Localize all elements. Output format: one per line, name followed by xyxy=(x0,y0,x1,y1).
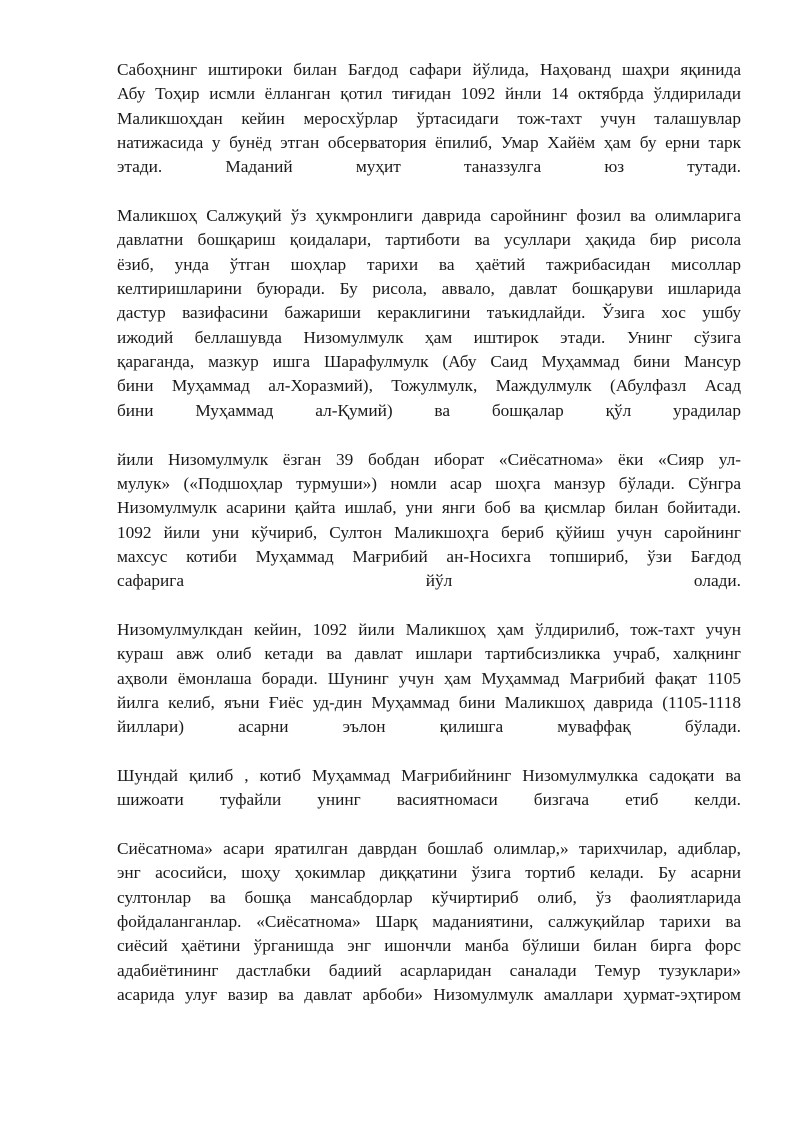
paragraph-6 xyxy=(117,837,741,1007)
text-line: Сабоҳнинг иштироки билан Бағдод сафари йўлида, Наҳованд шаҳри яқинида xyxy=(117,60,741,79)
paragraph-gap xyxy=(117,740,741,764)
text-line: бини Муҳаммад ал-Хоразмий), Тожулмулк, Маждулмулк (Абулфазл Асад xyxy=(117,376,741,396)
text-line: султонлар ва бошқа мансабдорлар кўчиртириб олиб, ўз фаолиятларида xyxy=(117,887,741,907)
text-line: Сиёсатнома» асари яратилган даврдан бошлаб олимлар,» тарихчилар, адиблар, xyxy=(117,839,741,858)
paragraph-3 xyxy=(117,448,741,594)
text-line: йилга келиб, яъни Ғиёс уд-дин Муҳаммад бини Маликшоҳ даврида (1105-1118 xyxy=(117,692,741,712)
text-line: махсус котиби Муҳаммад Мағрибий ан-Носихга топшириб, ўзи Бағдод xyxy=(117,546,741,566)
text-line: сиёсий ҳаётини ўрганишда энг ишончли манба бўлиши билан бирга форс xyxy=(117,936,741,956)
text-line: адабиётининг дастлабки бадиий асарларидан саналади Темур тузуклари» xyxy=(117,960,741,980)
paragraph-gap xyxy=(117,813,741,837)
text-line: кураш авж олиб кетади ва давлат ишлари тартибсизликка учраб, халқнинг xyxy=(117,644,741,664)
document-body xyxy=(117,58,741,1007)
text-line: ёзиб, унда ўтган шоҳлар тарихи ва ҳаётий тажрибасидан мисоллар xyxy=(117,254,741,274)
text-line: ижодий беллашувда Низомулмулк ҳам иштирок этади. Унинг сўзига xyxy=(117,327,741,347)
text-line: натижасида у бунёд этган обсерватория ёпилиб, Умар Хайём ҳам бу ерни тарк xyxy=(117,133,741,153)
text-line: мулук» («Подшоҳлар турмуши») номли асар шоҳга манзур бўлади. Сўнгра xyxy=(117,473,741,493)
paragraph-gap xyxy=(117,594,741,618)
text-line: йили Низомулмулк ёзган 39 бобдан иборат «Сиёсатнома» ёки «Сияр ул- xyxy=(117,449,741,469)
paragraph-2 xyxy=(117,204,741,423)
text-line: йиллари) асарни эълон қилишга муваффақ бўлади. xyxy=(117,717,741,737)
text-line: дастур вазифасини бажариши кераклигини таъкидлайди. Ўзига хос ушбу xyxy=(117,303,741,323)
text-line: давлатни бошқариш қоидалари, тартиботи ва усуллари ҳақида бир рисола xyxy=(117,230,741,250)
text-line: қараганда, мазкур ишга Шарафулмулк (Абу Саид Муҳаммад бини Мансур xyxy=(117,352,741,372)
text-line: Шундай қилиб , котиб Муҳаммад Мағрибийнинг Низомулмулкка садоқати ва xyxy=(117,765,741,785)
paragraph-5 xyxy=(117,764,741,813)
text-line: Маликшоҳ Салжуқий ўз ҳукмронлиги даврида саройнинг фозил ва олимларига xyxy=(117,206,741,226)
text-line: Низомулмулкдан кейин, 1092 йили Маликшоҳ ҳам ўлдирилиб, тож-тахт учун xyxy=(117,619,741,639)
text-line: Абу Тоҳир исмли ёлланган қотил тиғидан 1092 йнли 14 октябрда ўлдирилади xyxy=(117,84,741,104)
text-line: фойдаланганлар. «Сиёсатнома» Шарқ маданиятини, салжуқийлар тарихи ва xyxy=(117,912,741,932)
text-line: сафарига йўл олади. xyxy=(117,571,741,591)
text-line: шижоати туфайли унинг васиятномаси бизгача етиб келди. xyxy=(117,790,741,810)
paragraph-1 xyxy=(117,58,741,180)
paragraph-gap xyxy=(117,180,741,204)
text-line: энг асосийси, шоҳу ҳокимлар диққатини ўзига тортиб келади. Бу асарни xyxy=(117,863,741,883)
paragraph-4 xyxy=(117,618,741,740)
text-line: келтиришларини буюради. Бу рисола, аввало, давлат бошқаруви ишларида xyxy=(117,279,741,299)
text-line: асарида улуғ вазир ва давлат арбоби» Низомулмулк амаллари ҳурмат-эҳтиром xyxy=(117,985,741,1005)
text-line: Маликшоҳдан кейин меросхўрлар ўртасидаги тож-тахт учун талашувлар xyxy=(117,108,741,128)
paragraph-gap xyxy=(117,423,741,447)
text-line: аҳволи ёмонлаша боради. Шунинг учун ҳам Муҳаммад Мағрибий фақат 1105 xyxy=(117,668,741,688)
text-line: этади. Маданий муҳит таназзулга юз тутади. xyxy=(117,157,741,177)
text-line: бини Муҳаммад ал-Қумий) ва бошқалар қўл урадилар xyxy=(117,400,741,420)
text-line: Низомулмулк асарини қайта ишлаб, уни янги боб ва қисмлар билан бойитади. xyxy=(117,498,741,518)
text-line: 1092 йили уни кўчириб, Султон Маликшоҳга бериб қўйиш учун саройнинг xyxy=(117,522,741,542)
